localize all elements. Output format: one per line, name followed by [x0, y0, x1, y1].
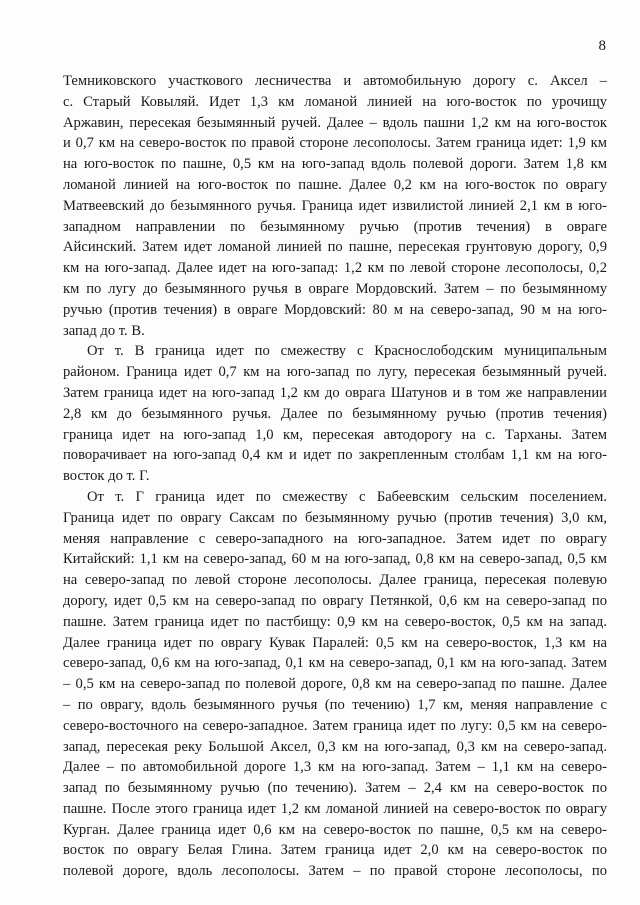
text-line: Граница идет по оврагу Саксам по безымянному ручью (против течения) 3,0 км, [63, 509, 607, 526]
text-line: меняя направление с северо-западного на юго-западное. Затем идет по оврагу [63, 530, 607, 547]
text-line: Затем граница идет на юго-запад 1,2 км до оврага Шатунов и в том же направлении [63, 384, 607, 401]
text-line: Аржавин, пересекая безымянный ручей. Далее – вдоль пашни 1,2 км на юго-восток [63, 114, 607, 131]
text-line: Курган. Далее граница идет 0,6 км на северо-восток по пашне, 0,5 км на северо- [63, 821, 607, 838]
text-line: Далее граница идет по оврагу Кувак Паралей: 0,5 км на северо-восток, 1,3 км на [63, 634, 607, 651]
text-line: От т. В граница идет по смежеству с Краснослободским муниципальным [87, 343, 607, 360]
text-line: Айсинский. Затем идет ломаной линией по пашне, пересекая грунтовую дорогу, 0,9 [63, 239, 607, 256]
text-line: с. Старый Ковыляй. Идет 1,3 км ломаной линией на юго-восток по урочищу [63, 93, 607, 110]
text-line: восток до т. Г. [63, 468, 150, 485]
text-line: на северо-запад по левой стороне лесополосы. Далее граница, пересекая полевую [63, 572, 607, 589]
text-line: на юго-восток по пашне, 0,5 км на юго-запад вдоль полевой дороги. Затем 1,8 км [63, 156, 607, 173]
text-line: восток по оврагу Белая Глина. Затем граница идет 2,0 км на северо-восток по [63, 842, 607, 859]
text-line: – 0,5 км на северо-запад по полевой дороге, 0,8 км на северо-запад по пашне. Далее [63, 676, 607, 693]
document-body [63, 71, 607, 882]
text-line: и 0,7 км на северо-восток по правой стороне лесополосы. Затем граница идет: 1,9 км [63, 135, 607, 152]
text-line: Темниковского участкового лесничества и автомобильную дорогу с. Аксел – [63, 73, 607, 89]
text-line: Китайский: 1,1 км на северо-запад, 60 м на юго-запад, 0,8 км на северо-запад, 0,5 км [63, 551, 607, 568]
text-line: Далее – по автомобильной дороге 1,3 км на юго-запад. Затем – 1,1 км на северо- [63, 759, 607, 776]
text-line: От т. Г граница идет по смежеству с Бабеевским сельским поселением. [87, 488, 607, 505]
text-line: районом. Граница идет 0,7 км на юго-запад по лугу, пересекая безымянный ручей. [63, 364, 607, 381]
text-line: пашне. Затем граница идет по пастбищу: 0,9 км на северо-восток, 0,5 км на запад. [63, 613, 607, 630]
text-line: дорогу, идет 0,5 км на северо-запад по оврагу Петянкой, 0,6 км на северо-запад по [63, 592, 607, 609]
text-line: Матвеевский до безымянного ручья. Граница идет извилистой линией 2,1 км в юго- [63, 197, 607, 214]
text-line: северо-запад, 0,6 км на юго-запад, 0,1 км на северо-запад, 0,1 км на юго-запад. Затем [63, 655, 607, 672]
text-line: западном направлении по безымянному ручью (против течения) в овраге [63, 218, 607, 235]
page-number: 8 [598, 38, 606, 54]
text-line: граница идет на юго-запад 1,0 км, пересекая автодорогу на с. Тарханы. Затем [63, 426, 607, 443]
text-line: запад по безымянному ручью (по течению). Затем – 2,4 км на северо-восток по [63, 780, 607, 797]
text-line: км по лугу до безымянного ручья в овраге Мордовский. Затем – по безымянному [63, 280, 607, 297]
text-line: – по оврагу, вдоль безымянного ручья (по течению) 1,7 км, меняя направление с [63, 696, 607, 713]
text-line: северо-восточного на северо-западное. Затем граница идет по лугу: 0,5 км на северо- [63, 717, 607, 734]
text-line: пашне. После этого граница идет 1,2 км ломаной линией на северо-восток по оврагу [63, 800, 607, 817]
text-line: поворачивает на юго-запад 0,4 км и идет по закрепленным столбам 1,1 км на юго- [63, 447, 607, 464]
text-line: ломаной линией на юго-восток по пашне. Далее 0,2 км на юго-восток по оврагу [63, 176, 607, 193]
text-line: запад до т. В. [63, 322, 145, 339]
text-line: км на юго-запад. Далее идет на юго-запад: 1,2 км по левой стороне лесополосы, 0,2 [63, 260, 607, 277]
text-line: 2,8 км до безымянного ручья. Далее по безымянному ручью (против течения) [63, 405, 607, 422]
text-line: запад, пересекая реку Большой Аксел, 0,3 км на юго-запад, 0,3 км на северо-запад. [63, 738, 607, 755]
text-line: полевой дороге, вдоль лесополосы. Затем – по правой стороне лесополосы, по [63, 863, 607, 880]
text-line: ручью (против течения) в овраге Мордовский: 80 м на северо-запад, 90 м на юго- [63, 301, 607, 318]
